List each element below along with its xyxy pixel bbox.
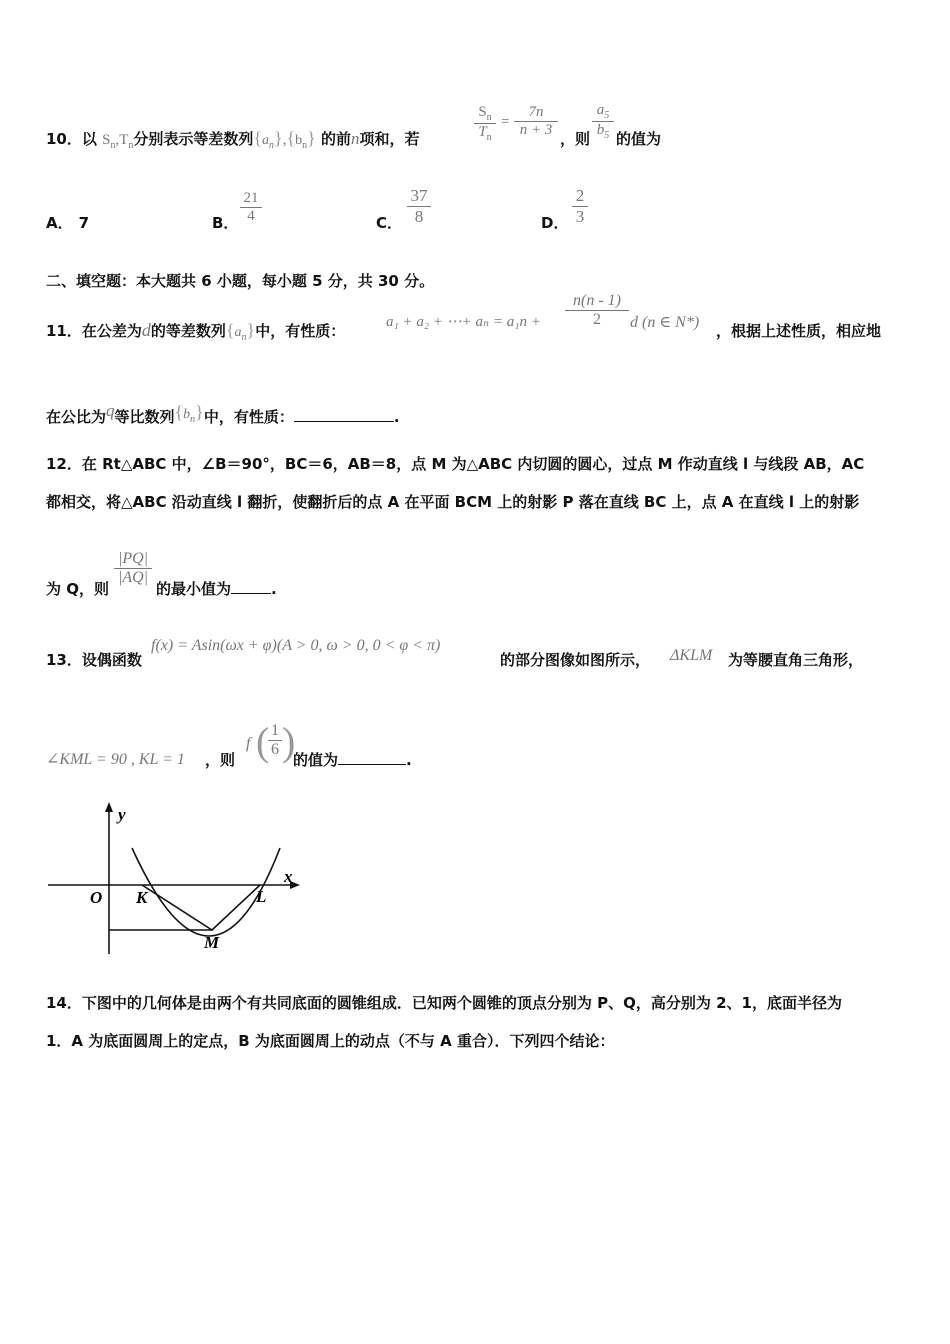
q11-d: d (141, 320, 151, 340)
q10-n: n (350, 129, 360, 148)
q11-text-4: ，根据上述性质，相应地 (716, 322, 882, 340)
q12-answer-blank[interactable] (231, 593, 271, 594)
q10-option-c-label: C． (376, 214, 403, 232)
q12-text-1: 为 Q，则 (46, 580, 109, 598)
section-heading: 二、填空题：本大题共 6 小题，每小题 5 分，共 30 分。 (46, 272, 435, 290)
q13-condition: ∠KML = 90 , KL = 1 (46, 751, 185, 768)
q10-rhs-den: n + 3 (514, 121, 558, 139)
triangle-klm (142, 885, 260, 930)
label-o: O (90, 888, 103, 907)
q11-q: q (106, 401, 115, 420)
q14-line-2: 1．A 为底面圆周上的定点，B 为底面圆周上的动点（不与 A 重合）．下列四个结论： (46, 1032, 615, 1050)
q10-ratio-num: S (478, 104, 487, 120)
q13-triangle: ΔKLM (670, 647, 713, 664)
q10-text-5: ，则 (560, 130, 591, 148)
q10-option-c-frac: $\frac{37}{8}$ (407, 186, 431, 227)
q13-answer-blank[interactable] (338, 764, 406, 765)
label-y: y (118, 805, 126, 824)
q13-f: f (246, 735, 251, 752)
q10-option-b-frac: $\frac{21}{4}$ (240, 190, 262, 225)
q10-ratio-st: $\frac{S_n}{T_n}$ (474, 104, 496, 143)
q11-seq-b: $\{b_n\}$ (174, 402, 204, 425)
q13-text-4: ，则 (205, 751, 236, 769)
q10-text-3: 的前 (320, 130, 351, 148)
q14-line-1: 14．下图中的几何体是由两个有共同底面的圆锥组成．已知两个圆锥的顶点分别为 P、Q，高分别为 2、1，底面半径为 (46, 994, 842, 1012)
q11-answer-blank[interactable] (294, 421, 394, 422)
q10-equals: = (501, 114, 510, 130)
q10-ab-num: a (596, 102, 605, 118)
q13-paren-right: ) (282, 719, 296, 764)
q11-formula-right: d (n ∈ N*) (630, 314, 700, 331)
q11-formula-left: a₁ + a₂ + ⋯+ aₙ = a₁n + (386, 314, 541, 330)
q10-ratio-ab: $\frac{a_5}{b_5}$ (592, 102, 614, 141)
q10-seq-b: $\{b_n\}$ (286, 128, 316, 151)
q13-text-3: 为等腰直角三角形， (728, 651, 864, 669)
q12-line-1: 12．在 Rt△ABC 中，∠B＝90°，BC＝6，AB＝8，点 M 为△ABC 内切圆的圆心，过点 M 作动直线 l 与线段 AB，AC (46, 455, 865, 473)
q10-text-2: 分别表示等差数列 (133, 130, 254, 148)
label-l: L (256, 887, 267, 906)
q13-text-2: 的部分图像如图所示， (500, 651, 651, 669)
q11-formula-frac: $\frac{n(n - 1)}{2}$ (565, 292, 629, 329)
q10-text-6: 的值为 (616, 130, 662, 148)
q10-ratio-den: T (478, 124, 487, 140)
q10-option-d-frac: $\frac{2}{3}$ (572, 186, 588, 227)
q13-paren-left: ( (256, 719, 270, 764)
q13-frac: $\frac{1}{6}$ (268, 722, 282, 759)
q11-stem: 11．在公差为d的等差数列$\{a_n\}$中，有性质： (46, 320, 346, 343)
q12-line-2: 都相交，将△ABC 沿动直线 l 翻折，使翻折后的点 A 在平面 BCM 上的射影 P 落在直线 BC 上，点 A 在直线 l 上的射影 (46, 493, 860, 511)
q11-stem-2: 在公比为q等比数列$\{b_n\}$中，有性质： . (46, 401, 400, 426)
q10-ab-den: b (596, 122, 605, 138)
q10-option-d-label: D． (541, 214, 569, 232)
q10-option-b-label: B． (212, 214, 239, 232)
q10-option-a: A． 7 (46, 214, 90, 232)
q10-ratio-rhs (514, 104, 558, 139)
q13-function: f(x) = Asin(ωx + φ)(A > 0, ω > 0, 0 < φ < π) (151, 637, 441, 654)
q10-text: 以 (81, 130, 97, 148)
q10-seq-a: $\{a_n\}$ (253, 128, 283, 151)
q13-text-5: 的值为 . (293, 751, 412, 769)
label-m: M (204, 933, 220, 952)
q12-ratio: $\frac{|PQ|}{|AQ|}$ (114, 550, 152, 587)
q13-graph (44, 798, 308, 958)
label-x: x (284, 867, 293, 886)
q10-rhs-num: 7n (528, 104, 544, 120)
q10-number: 10． (46, 130, 82, 148)
q10-seq-s: $S_n,T_n$ (102, 132, 134, 151)
q10-stem: 10．以 $S_n,T_n$分别表示等差数列$\{a_n\},\{b_n\}$ 的前n项和，若 (46, 128, 420, 151)
q11-seq-a: $\{a_n\}$ (225, 320, 256, 343)
label-k: K (136, 888, 148, 907)
q10-text-4: 项和，若 (359, 130, 420, 148)
q12-text-2: 的最小值为 . (156, 580, 277, 598)
q13-text-1: 13．设偶函数 (46, 651, 142, 669)
y-axis-arrow (105, 802, 113, 812)
